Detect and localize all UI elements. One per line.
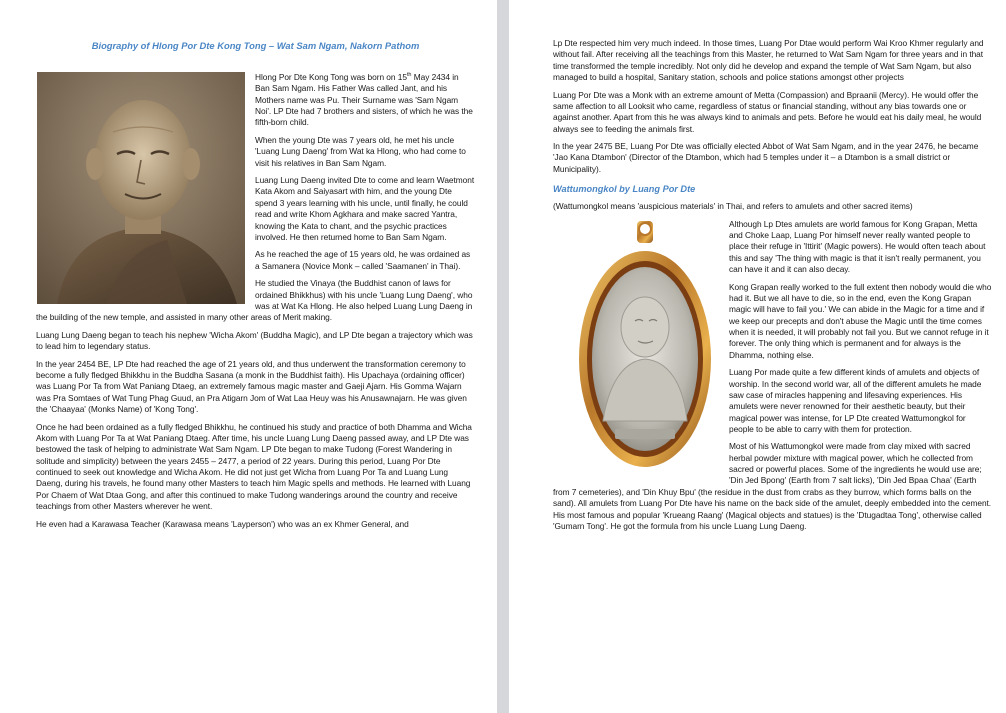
bio-paragraph: Luang Lung Daeng began to teach his nephew 'Wicha Akom' (Buddha Magic), and LP Dte began a trajectory which was to lead him to legendary status. [36, 329, 473, 352]
bio-paragraph: Hlong Por Dte Kong Tong was born on 15th May 2434 in Ban Sam Ngam. His Father Was called Jant, and his Mothers name was Pu. Their Surname was 'Sam Ngam Noi'. LP Dte had 7 brothers and sisters, of which he was the fifth-born child. [255, 72, 473, 128]
bio-paragraph: Lp Dte respected him very much indeed. In those times, Luang Por Dtae would perform Wai Kroo Khmer regularly and without fail. After receiving all the teachings from this Master, he returned to Wat Sam Ngam for three years and in that time transformed the temple incredibly. Not only did he develop and expand the temple of Wat Sam Ngam, but also managed to build a hospital, Sanitary station, schools and police stations amongst other projects [553, 38, 984, 83]
monk-portrait-image [37, 72, 245, 304]
bio-paragraph: Once he had been ordained as a fully fledged Bhikkhu, he continued his study and practice of both Dhamma and Wicha Akom with Luang Por Ta at Wat Paniang Dtaeg. After time, his uncle Luang Lung Daeng passed away, and LP Dte was bestowed the task of helping to administrate Wat Sam Ngam. LP Dte began to make Tudong (Forest Wandering in solitude and simplicity) between the years 2455 – 2477, a period of 22 years. During this period, Luang Por Dte continued to seek out knowledge and Wicha Akom. He did not just get Wicha from Luang Por Ta and Luang Lung Daeng, during his travels, he found many other Masters to teach him Magic spells and methods. He learned with Luang Por Chaem of Wat Dtaa Gong, and after this continued to make Tudong wanderings around the country and receive teachings from other Masters wherever he went. [36, 421, 472, 511]
bio-paragraph: Most of his Wattumongkol were made from clay mixed with sacred herbal powder mixture with magical power, which he collected from sacred or powerful places. Some of the ingredients he would use are; 'Din Jed Bpong' (Earth from 7 salt licks), 'Din Jed Bpaa Chaa' (Earth from 7 cemeteries), and 'Din Khuy Bpu' (the residue in the dust from crabs as they burrow, which forms balls on the sand). All amulets from Luang Por Dte have his name on the back side of the amulet, deeply embedded into the cement. His most famous and popular 'Krueang Raang' (Magical objects and statues) is the 'Dtugadtaa Tong', otherwise called 'Gumarn Tong'. He got the formula from his uncle Luang Lung Daeng. [553, 441, 992, 531]
bio-paragraph: Luang Por made quite a few different kinds of amulets and objects of worship. In the second world war, all of the different amulets he made saw case of miracles happening and lifesaving experiences. His amulets were never renowned for their aesthetic beauty, but their magical power was intense, for LP Dte created Wattumongkol for people to be able to carry with them for protection. [729, 367, 982, 434]
bio-paragraph: Luang Lung Daeng invited Dte to come and learn Waetmont Kata Akom and Saiyasart with him, and the young Dte spend 3 years learning with his uncle, until finally, he could read and write Khom Agkhara and make sacred Yantra, knowing the Kata to chant, and the psychic practices involved. He then returned home to Ban Sam Ngam. [255, 175, 475, 242]
bio-paragraph: When the young Dte was 7 years old, he met his uncle 'Luang Lung Daeng' from Wat ka Hlong, who had come to visit his relatives in Ban Sam Ngam. [255, 134, 466, 168]
bio-paragraph: He even had a Karawasa Teacher (Karawasa means 'Layperson') who was an ex Khmer General, and [36, 518, 409, 529]
amulet-image [575, 221, 715, 471]
amulet-drawing [575, 221, 715, 471]
bio-paragraph: He studied the Vinaya (the Buddhist canon of laws for ordained Bhikkhus) with his uncle 'Luang Lung Daeng', who was at Wat Ka Hlong. He also helped Luang Lung Daeng in the building of the new temple, and assisted in many other areas of Merit making. [36, 278, 473, 323]
section-title: Wattumongkol by Luang Por Dte [553, 184, 696, 195]
section-intro: (Wattumongkol means 'auspicious materials' in Thai, and refers to amulets and other sacred items) [553, 201, 913, 212]
bio-paragraph: Kong Grapan really worked to the full extent then nobody would die who had it. But we all have to die, so in the end, even the Kong Grapan magic will have to fail you.' We can abide in the Magic for a time and if we keep our precepts and don't abuse the Magic until the time comes when it is needed, it will probably not fail you. But we cannot refuge in it forever. The only thing which is permanent and for always is the Dhamma, nothing else. [729, 281, 992, 360]
page-gutter [497, 0, 509, 713]
bio-paragraph: In the year 2454 BE, LP Dte had reached the age of 21 years old, and thus underwent the transformation ceremony to become a fully fledged Bhikkhu in the Buddha Sasana (a monk in the Buddhist faith). His Upachaya (ordaining officer) was Luang Por Ta from Wat Paniang Dtaeg, an extremely famous magic master and Gaeji Ajarn. His Gomma Wajarn was Pra Somtaes of Wat Tung Phag Guud, an Pra Atigarn Jom of Wat Laa Heuy was his Anusawnajarn. He was given the 'Chaayaa' (Monks Name) of 'Kong Tong'. [36, 358, 467, 415]
right-page [509, 0, 1006, 713]
bio-paragraph: In the year 2475 BE, Luang Por Dte was officially elected Abbot of Wat Sam Ngam, and in the year 2476, he became 'Jao Kana Dtambon' (Director of the Dtambon, which had 5 temples under it – a Dtambon is a small district or Municipality). [553, 141, 979, 174]
bio-paragraph: Luang Por Dte was a Monk with an extreme amount of Metta (Compassion) and Bpraanii (Mercy). He would offer the same affection to all Looksit who came, regardless of status or financial standing, without any bias towards one or against another. Apart from this he was always kind to animals and pets. Before he would eat his daily meal, he would always see to feeding the animals first. [553, 89, 982, 134]
page-title: Biography of Hlong Por Dte Kong Tong – Wat Sam Ngam, Nakorn Pathom [91, 40, 420, 51]
bio-paragraph: As he reached the age of 15 years old, he was ordained as a Samanera (Novice Monk – called 'Saamanen' in Thai). [255, 249, 471, 271]
bio-paragraph: Although Lp Dtes amulets are world famous for Kong Grapan, Metta and Choke Laap, Luang Por himself never really wanted people to place their refuge in 'Ittirit' (Magic powers). He would often teach about this and say 'The thing with magic is that it isn't really permanent, you can have it and it can also decay. [729, 218, 986, 275]
portrait-drawing [37, 72, 245, 304]
left-page [0, 0, 497, 713]
